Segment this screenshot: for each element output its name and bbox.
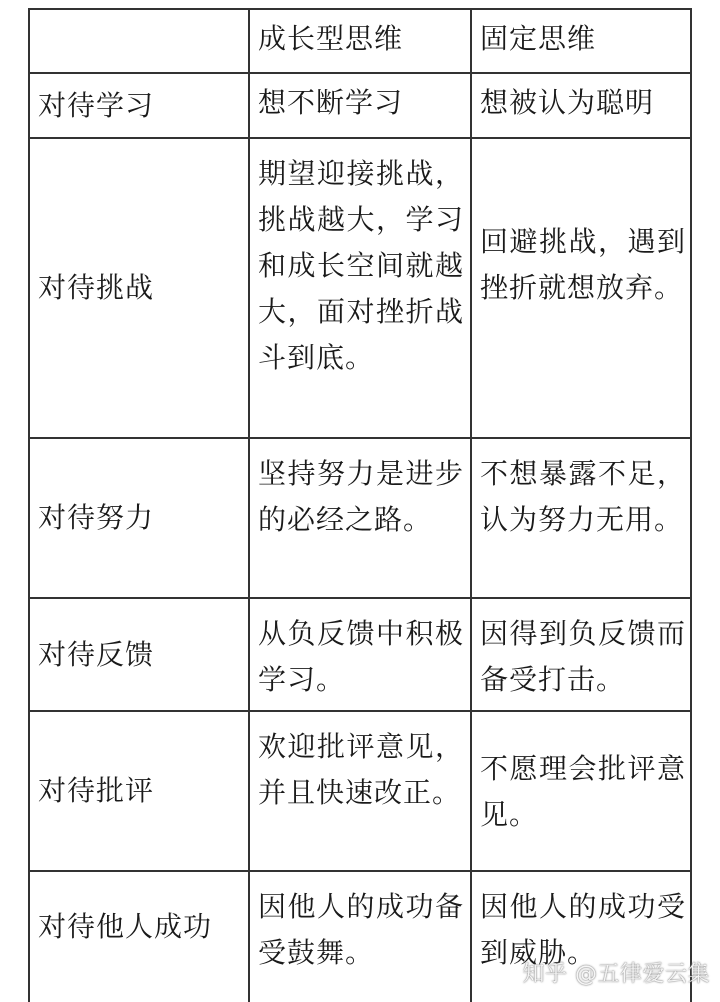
cell-growth-feedback: 从负反馈中积极学习。: [258, 617, 464, 696]
header-growth-mindset: 成长型思维: [258, 22, 404, 55]
cell-fixed-criticism: 不愿理会批评意见。: [480, 752, 686, 831]
table-border-right: [690, 8, 692, 1002]
cell-fixed-others-success: 因他人的成功受到威胁。: [480, 890, 686, 969]
row-label-effort: 对待努力: [38, 501, 155, 534]
column-divider: [248, 8, 250, 1002]
zhihu-watermark: 知乎 @五律爱云集: [522, 962, 710, 987]
row-label-learning: 对待学习: [38, 88, 155, 122]
header-empty-cell: [38, 10, 246, 72]
cell-fixed-feedback: 因得到负反馈而备受打击。: [480, 617, 686, 696]
cell-growth-criticism: 欢迎批评意见，并且快速改正。: [258, 730, 464, 809]
cell-fixed-learning: 想被认为聪明: [480, 86, 655, 119]
cell-growth-others-success: 因他人的成功备受鼓舞。: [258, 890, 464, 969]
row-label-feedback: 对待反馈: [38, 637, 155, 671]
header-fixed-mindset: 固定思维: [480, 22, 597, 55]
cell-growth-effort: 坚持努力是进步的必经之路。: [258, 457, 464, 536]
cell-fixed-effort: 不想暴露不足，认为努力无用。: [480, 457, 686, 536]
row-label-others-success: 对待他人成功: [38, 910, 213, 943]
cell-growth-learning: 想不断学习: [258, 86, 404, 119]
table-border-left: [28, 8, 30, 1002]
column-divider: [470, 8, 472, 1002]
cell-fixed-challenge: 回避挑战，遇到挫折就想放弃。: [480, 225, 686, 304]
row-label-criticism: 对待批评: [38, 774, 155, 807]
row-label-challenge: 对待挑战: [38, 271, 155, 304]
cell-growth-challenge: 期望迎接挑战，挑战越大，学习和成长空间就越大，面对挫折战斗到底。: [258, 157, 464, 374]
